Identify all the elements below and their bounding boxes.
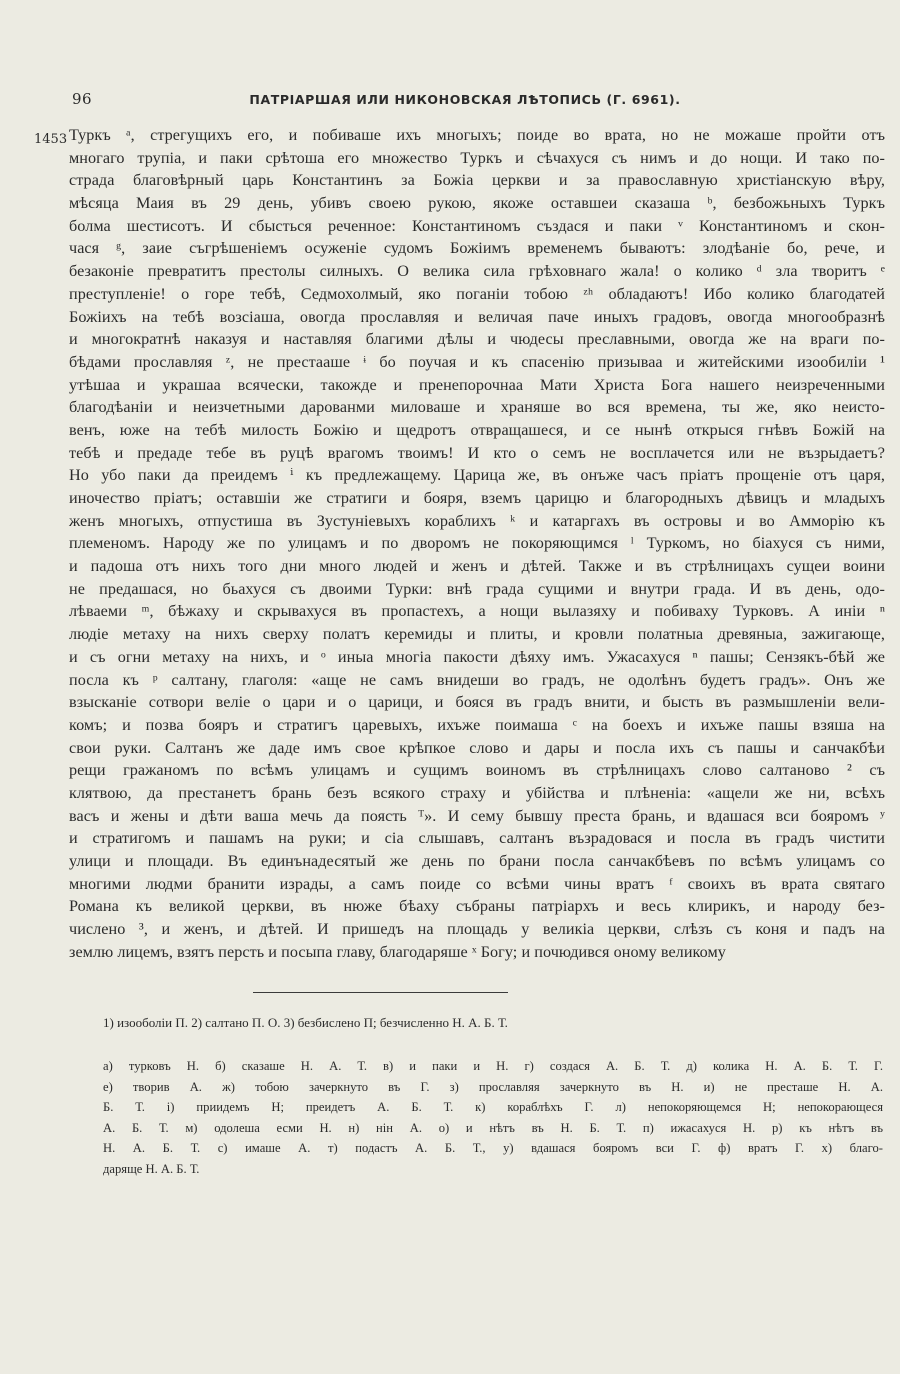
- text-line: благодѣаніи и неизчетными дарованми миловаше и храняше во вся времена, ты же, яко неисто-: [69, 398, 885, 417]
- text-line: и падоша отъ нихъ того дни много людей и женъ и дѣтей. Также и въ стрѣлницахъ сущеи воини: [69, 557, 885, 576]
- text-line: страда благовѣрный царь Константинъ за Божіа церкви и за православную христіанскую вѣру,: [69, 171, 885, 190]
- footnote-line: а) турковъ Н. б) сказаше Н. А. Т. в) и паки и Н. г) создася А. Б. Т. д) колика Н. А. Б. Т. Г.: [103, 1059, 883, 1073]
- text-line: безаконіе превратитъ престолы силныхъ. О велика сила грѣховнаго жала! о колико ᵈ зла творитъ ᵉ: [69, 262, 885, 281]
- text-line: посла къ ᵖ салтану, глаголя: «аще не самъ внидеши во градъ, не одолѣнъ будетъ градъ». Онъ же: [69, 670, 885, 689]
- text-line: Романа къ великой церкви, въ нюже бѣаху събраны патріархъ и весь клирикъ, и народу без-: [69, 897, 885, 916]
- text-line: чася ᵍ, заие съгрѣшеніемъ осуженіе судомъ Божіимъ временемъ бываютъ: злодѣаніе бо, рече, и: [69, 239, 885, 258]
- text-line: болма шестисотъ. И сбысться реченное: Константиномъ създася и паки ᵛ Константиномъ и скон-: [69, 216, 885, 235]
- text-line: лѣваеми ᵐ, бѣжаху и скрывахуся въ пропастехъ, а нощи вылазяху и побиваху Турковъ. А иніи ⁿ: [69, 602, 885, 621]
- page-number: 96: [72, 90, 93, 108]
- text-line: Но убо паки да преидемъ ⁱ къ предлежащему. Царица же, въ онъже часъ пріатъ прощеніе отъ царя,: [69, 466, 885, 485]
- text-line: тебѣ и предаде тебе въ руцѣ врагомъ твоимъ! И кто о семъ не восплачется или не възрыдаетъ?: [69, 443, 885, 462]
- text-line: преступленіе! о горе тебѣ, Седмохолмый, яко поганіи тобою ᶻʰ обладаютъ! Ибо колико благодатей: [69, 284, 885, 303]
- lettered-footnotes: [103, 1056, 883, 1180]
- text-line: взысканіе сотвори веліе о цари и о царици, и бояся въ градъ внити, и бысть въ размышленіи вели-: [69, 693, 885, 712]
- chronicle-text: [69, 124, 885, 963]
- text-line: людіе метаху на нихъ сверху полатъ керемиды и плиты, и кровли полатныа древяныа, зажигающе,: [69, 625, 885, 644]
- footnote-line: Б. Т. і) приидемъ Н; преидетъ А. Б. Т. к) кораблѣхъ Г. л) непокоряющемся Н; непокорающеся: [103, 1100, 883, 1115]
- text-line: иночество пріатъ; оставшіи же стратиги и бояря, вземъ царицю и благородныхъ дѣвицъ и младыхъ: [69, 489, 885, 507]
- footnote-line: А. Б. Т. м) одолеша есми Н. н) нін А. о) и нѣтъ въ Н. Б. Т. п) ижасахуся Н. р) къ нѣтъ въ: [103, 1120, 883, 1135]
- text-line: свои руки. Салтанъ же даде имъ свое крѣпкое слово и дары и посла ихъ съ пашы и санчакбѣи: [69, 738, 885, 757]
- text-line: племеномъ. Народу же по улицамъ и по дворомъ не покоряющимся ˡ Туркомъ, но біахуся съ ними,: [69, 534, 885, 553]
- text-line: и многократнѣ наказуя и наставляя благими дѣлы и чюдесы преславными, овогда же на враги по-: [69, 330, 885, 349]
- text-line: численo ³, и женъ, и дѣтей. И пришедъ на площадь у великіа церкви, слѣзъ съ коня и падъ на: [69, 920, 885, 939]
- running-title: ПАТРІАРШАЯ ИЛИ НИКОНОВСКАЯ ЛѢТОПИСЬ (Г. 6961).: [249, 92, 681, 107]
- footnote-divider: [253, 992, 508, 993]
- text-line: землю лицемъ, взятъ персть и посыпа главу, благодаряше ˣ Богу; и почюдився оному великому: [69, 942, 726, 961]
- text-line: многими людми бранити израды, а самъ поиде со всѣми чины вратъ ᶠ своихъ въ врата святаго: [69, 874, 885, 893]
- margin-year: 1453: [34, 132, 68, 147]
- text-line: улици и площади. Въ единънадесятый же день по брани посла санчакбѣевъ по всѣмъ улицамъ со: [69, 852, 885, 870]
- text-line: Туркъ ᵃ, стрегущихъ его, и побиваше ихъ многыхъ; поиде во врата, но не можаше пройти отъ: [69, 126, 885, 144]
- text-line: не предашася, но бьахуся съ двоими Турки: внѣ града сущими и внутри града. И въ день, одо-: [69, 579, 885, 598]
- text-line: венъ, юже на тебѣ милость Божію и щедротъ отвращашеся, и се нынѣ открыся гнѣвъ Божій на: [69, 420, 885, 439]
- text-line: мѣсяца Маия въ 29 день, убивъ своею рукою, якоже оставшеи сказаша ᵇ, безбожьныхъ Туркъ: [69, 194, 885, 213]
- text-line: бѣдами прославляя ᶻ, не престааше ᶤ бо поучая и къ спасенію призываа и житейскими изообиліи ¹: [69, 352, 885, 371]
- text-line: комъ; и позва бояръ и стратигъ царевыхъ, ихъже поимаша ᶜ на боехъ и ихъже пашы взяша на: [69, 715, 885, 734]
- footnote-line: даряще Н. А. Б. Т.: [103, 1161, 200, 1176]
- text-line: Божіихъ на тебѣ возсіаша, овогда прославляя и величая паче иныхъ градовъ, овогда многообразнѣ: [69, 307, 885, 326]
- text-line: многаго трупіа, и паки срѣтоша его множество Туркъ и сѣчахуся съ нимъ и до нощи. И тако по-: [69, 148, 885, 167]
- text-line: и стратигомъ и пашамъ на руки; и сіа слышавъ, салтанъ възрадовася и посла въ градъ чистити: [69, 829, 885, 848]
- numeric-footnotes: 1) изооболіи П. 2) салтано П. О. 3) безбислено П; безчисленно Н. А. Б. Т.: [103, 1015, 508, 1030]
- footnote-line: е) творив А. ж) тобою зачеркнуто въ Г. з) прославляя зачеркнуто въ Н. и) не престаше Н. А.: [103, 1079, 883, 1094]
- text-line: утѣшаа и украшаа всячески, такожде и пренепорочнаа Мати Христа Бога нашего неизреченными: [69, 375, 885, 394]
- text-line: рещи гражаномъ по всѣмъ улицамъ и сущимъ воиномъ въ стрѣлницахъ слово салтаново ² съ: [69, 761, 885, 780]
- text-line: клятвою, да престанетъ брань безъ всякого страху и убійства и плѣненіа: «ащели же ни, всѣхъ: [69, 783, 885, 802]
- text-line: васъ и жены и дѣти ваша мечь да поясть ᵀ». И сему бывшу преста брань, и вдашася вси бояромъ ʸ: [69, 806, 885, 825]
- footnote-line: Н. А. Б. Т. с) имаше А. т) подастъ А. Б. Т., у) вдашася бояромъ вси Г. ф) вратъ Г. х) благо-: [103, 1141, 883, 1156]
- text-line: женъ многыхъ, отпустиша въ Зустуніевыхъ кораблихъ ᵏ и катаргахъ въ островы и во Амморію къ: [69, 511, 885, 530]
- text-line: и съ огни метаху на нихъ, и ᵒ иныа многіа пакости дѣяху имъ. Ужасахуся ⁿ пашы; Сензякъ-бѣй же: [69, 647, 885, 666]
